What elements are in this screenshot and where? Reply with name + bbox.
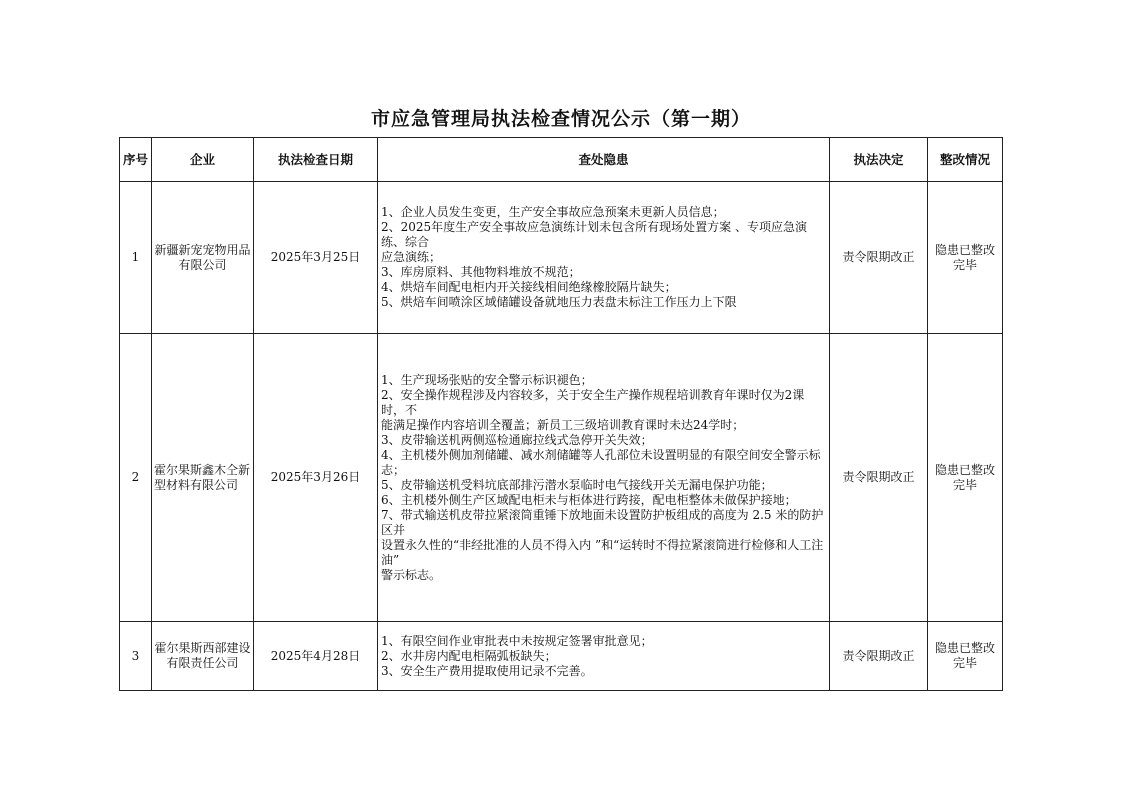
issue-line: 2、水井房内配电柜隔弧板缺失；	[381, 648, 557, 663]
issue-line: 1、企业人员发生变更，生产安全事故应急预案未更新人员信息；	[381, 205, 725, 219]
issue-line: 3、皮带输送机两侧巡检通廊拉线式急停开关失效；	[381, 432, 653, 447]
table-row	[120, 182, 1003, 334]
inspection-table	[119, 137, 1003, 691]
cell-status: 隐患已整改完毕	[928, 622, 1003, 691]
header-decision: 执法决定	[830, 138, 928, 182]
page-title: 市应急管理局执法检查情况公示（第一期）	[370, 108, 751, 130]
issue-line: 3、库房原料、其他物料堆放不规范；	[381, 265, 581, 279]
header-serial: 序号	[120, 138, 152, 182]
cell-company: 霍尔果斯西部建设有限责任公司	[152, 622, 254, 691]
cell-serial: 2	[120, 334, 152, 622]
table-row	[120, 334, 1003, 622]
cell-issues	[378, 182, 830, 334]
table-row	[120, 622, 1003, 691]
issue-line: 6、主机楼外侧生产区域配电柜未与柜体进行跨接，配电柜整体未做保护接地；	[381, 492, 797, 507]
cell-decision: 责令限期改正	[830, 622, 928, 691]
issue-line: 1、生产现场张贴的安全警示标识褪色；	[381, 372, 593, 387]
cell-decision: 责令限期改正	[830, 334, 928, 622]
header-status: 整改情况	[928, 138, 1003, 182]
issue-line: 设置永久性的“非经批准的人员不得入内 ”和“运转时不得拉紧滚筒进行检修和人工注油”	[381, 537, 824, 567]
cell-date: 2025年4月28日	[254, 622, 378, 691]
cell-status: 隐患已整改完毕	[928, 182, 1003, 334]
cell-issues	[378, 622, 830, 691]
cell-date: 2025年3月26日	[254, 334, 378, 622]
issue-line: 2、2025年度生产安全事故应急演练计划未包含所有现场处置方案 、专项应急演练、综合	[381, 220, 807, 249]
issue-line: 能满足操作内容培训全覆盖；新员工三级培训教育课时未达24学时；	[381, 417, 745, 432]
issue-line: 7、带式输送机皮带拉紧滚筒重锤下放地面未设置防护板组成的高度为 2.5 米的防护区并	[381, 507, 824, 537]
issue-line: 1、有限空间作业审批表中未按规定签署审批意见；	[381, 633, 653, 648]
cell-serial: 3	[120, 622, 152, 691]
header-date: 执法检查日期	[254, 138, 378, 182]
cell-status: 隐患已整改完毕	[928, 334, 1003, 622]
issue-line: 3、安全生产费用提取使用记录不完善。	[381, 663, 593, 678]
cell-decision: 责令限期改正	[830, 182, 928, 334]
header-issues: 查处隐患	[378, 138, 830, 182]
issue-line: 4、烘焙车间配电柜内开关接线相间绝缘橡胶隔片缺失；	[381, 280, 677, 294]
issue-line: 应急演练；	[381, 250, 442, 264]
cell-issues	[378, 334, 830, 622]
cell-company: 霍尔果斯鑫木仝新型材料有限公司	[152, 334, 254, 622]
issue-line: 5、烘焙车间喷涂区域储罐设备就地压力表盘未标注工作压力上下限	[381, 295, 737, 309]
issue-line: 4、主机楼外侧加剂储罐、减水剂储罐等人孔部位未设置明显的有限空间安全警示标志；	[381, 447, 821, 477]
cell-company: 新疆新宠宠物用品有限公司	[152, 182, 254, 334]
issue-line: 5、皮带输送机受料坑底部排污潜水泵临时电气接线开关无漏电保护功能；	[381, 477, 773, 492]
table-header-row	[120, 138, 1003, 182]
cell-serial: 1	[120, 182, 152, 334]
issue-line: 2、安全操作规程涉及内容较多，关于安全生产操作规程培训教育年课时仅为2课时，不	[381, 387, 805, 417]
issue-line: 警示标志。	[381, 567, 442, 582]
cell-date: 2025年3月25日	[254, 182, 378, 334]
header-company: 企业	[152, 138, 254, 182]
